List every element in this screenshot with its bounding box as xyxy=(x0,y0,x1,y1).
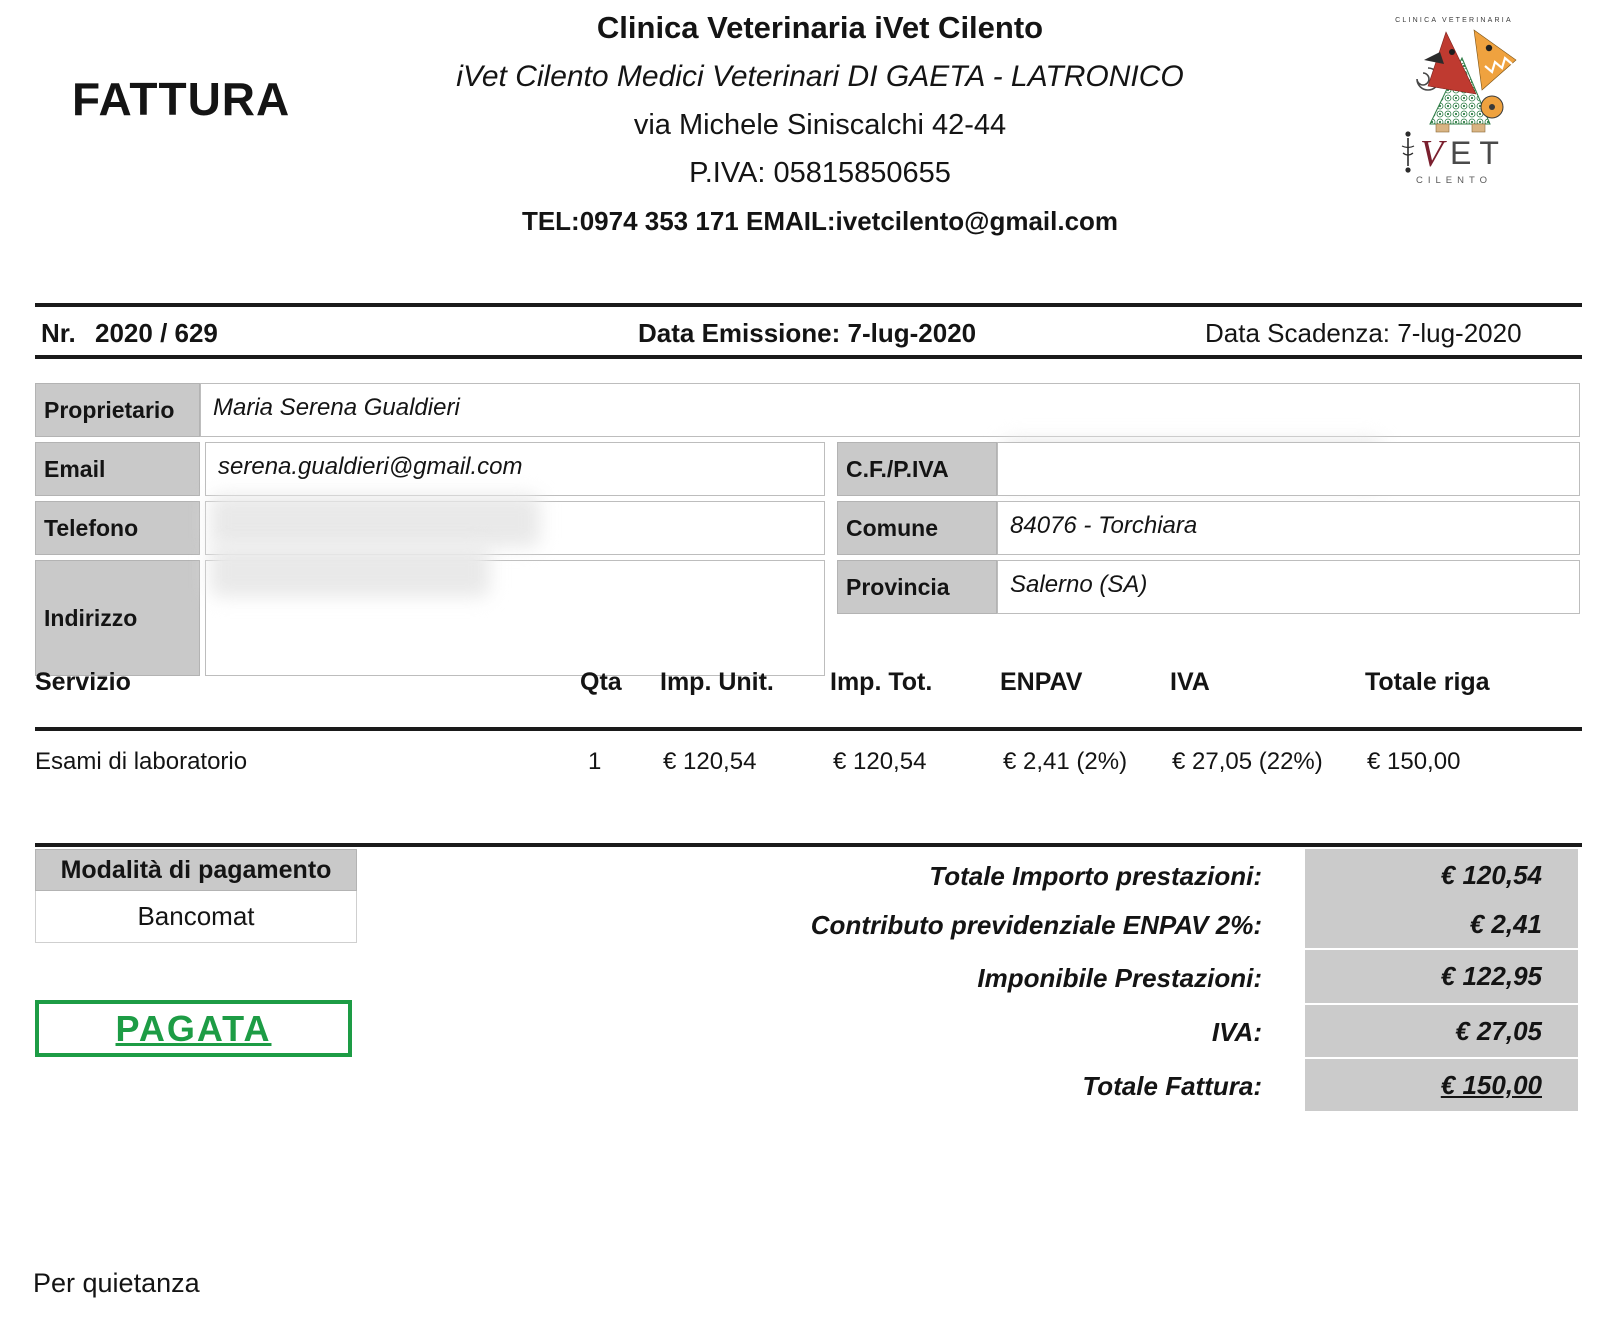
col-header-qta: Qta xyxy=(580,668,622,696)
due-date: Data Scadenza: 7-lug-2020 xyxy=(1205,318,1522,348)
clinic-subtitle: iVet Cilento Medici Veterinari DI GAETA - LATRONICO xyxy=(456,60,1184,93)
total-label-fattura: Totale Fattura: xyxy=(1082,1071,1262,1101)
logo-caduceus-bottom-dot xyxy=(1405,167,1410,172)
cell-imp-unit: € 120,54 xyxy=(663,748,757,775)
cell-enpav: € 2,41 (2%) xyxy=(1003,748,1128,775)
payment-method-label: Modalità di pagamento xyxy=(35,849,357,891)
telefono-redacted-blur xyxy=(210,495,540,547)
total-value-fattura: € 150,00 xyxy=(1305,1059,1578,1111)
paid-stamp-text: PAGATA xyxy=(115,1007,272,1049)
total-label-iva: IVA: xyxy=(1211,1017,1262,1047)
emission-date: Data Emissione: 7-lug-2020 xyxy=(638,318,977,348)
logo-foot-right xyxy=(1472,124,1485,132)
col-header-iva: IVA xyxy=(1170,668,1210,696)
comune-label: Comune xyxy=(837,501,997,555)
payment-method-value: Bancomat xyxy=(35,891,357,943)
footer-quietanza: Per quietanza xyxy=(33,1268,200,1298)
logo-caduceus-top-dot xyxy=(1405,131,1410,136)
logo-bottom-text: CILENTO xyxy=(1415,175,1493,186)
indirizzo-label: Indirizzo xyxy=(35,560,200,676)
divider-bottom-of-nr-band xyxy=(35,355,1582,359)
total-value-iva: € 27,05 xyxy=(1305,1005,1578,1057)
logo-fox-eye xyxy=(1486,45,1492,51)
provincia-value: Salerno (SA) xyxy=(997,560,1580,614)
total-label-imponibile: Imponibile Prestazioni: xyxy=(977,963,1262,993)
clinic-header xyxy=(400,10,1240,237)
proprietario-label: Proprietario xyxy=(35,383,200,437)
divider-below-table-header xyxy=(35,727,1582,731)
invoice-number-label: Nr. xyxy=(41,318,76,348)
logo-fox-head xyxy=(1474,30,1516,90)
email-label: Email xyxy=(35,442,200,496)
logo-foot-left xyxy=(1436,124,1449,132)
total-label-importo: Totale Importo prestazioni: xyxy=(929,861,1262,891)
logo-letter-v: V xyxy=(1420,133,1444,175)
logo-rooster-head xyxy=(1428,32,1476,94)
cell-totale-riga: € 150,00 xyxy=(1367,748,1461,775)
clinic-contacts: TEL:0974 353 171 EMAIL:ivetcilento@gmail.com xyxy=(521,206,1119,236)
paid-stamp xyxy=(35,1000,352,1057)
cf-piva-label: C.F./P.IVA xyxy=(837,442,997,496)
logo-orange-circle-dot xyxy=(1489,104,1495,110)
col-header-imp-unit: Imp. Unit. xyxy=(660,668,774,696)
divider-above-totals xyxy=(35,843,1582,847)
total-value-importo: € 120,54 xyxy=(1305,849,1578,901)
provincia-label: Provincia xyxy=(837,560,997,614)
col-header-servizio: Servizio xyxy=(35,668,131,696)
clinic-logo xyxy=(1388,6,1520,186)
invoice-number-value: 2020 / 629 xyxy=(95,318,218,348)
col-header-totale-riga: Totale riga xyxy=(1365,668,1490,696)
cell-iva: € 27,05 (22%) xyxy=(1172,748,1323,775)
page-title: FATTURA xyxy=(72,73,291,125)
clinic-piva: P.IVA: 05815850655 xyxy=(689,157,951,189)
proprietario-value: Maria Serena Gualdieri xyxy=(200,383,1580,437)
cf-piva-value xyxy=(997,442,1580,496)
email-value: serena.gualdieri@gmail.com xyxy=(205,442,825,496)
divider-top-of-nr-band xyxy=(35,303,1582,307)
total-value-imponibile: € 122,95 xyxy=(1305,950,1578,1003)
clinic-address: via Michele Siniscalchi 42-44 xyxy=(633,109,1007,141)
cell-qta: 1 xyxy=(588,748,602,775)
cell-servizio: Esami di laboratorio xyxy=(35,748,248,775)
telefono-label: Telefono xyxy=(35,501,200,555)
cell-imp-tot: € 120,54 xyxy=(833,748,927,775)
clinic-name: Clinica Veterinaria iVet Cilento xyxy=(596,10,1044,45)
indirizzo-redacted-blur xyxy=(210,545,490,597)
total-label-enpav: Contributo previdenziale ENPAV 2%: xyxy=(810,910,1262,940)
total-value-enpav: € 2,41 xyxy=(1305,901,1578,948)
logo-top-text: CLINICA VETERINARIA xyxy=(1395,17,1513,24)
logo-letters-et: ET xyxy=(1450,135,1507,171)
col-header-imp-tot: Imp. Tot. xyxy=(830,668,933,696)
col-header-enpav: ENPAV xyxy=(1000,668,1083,696)
logo-rooster-eye xyxy=(1449,49,1455,55)
comune-value: 84076 - Torchiara xyxy=(997,501,1580,555)
